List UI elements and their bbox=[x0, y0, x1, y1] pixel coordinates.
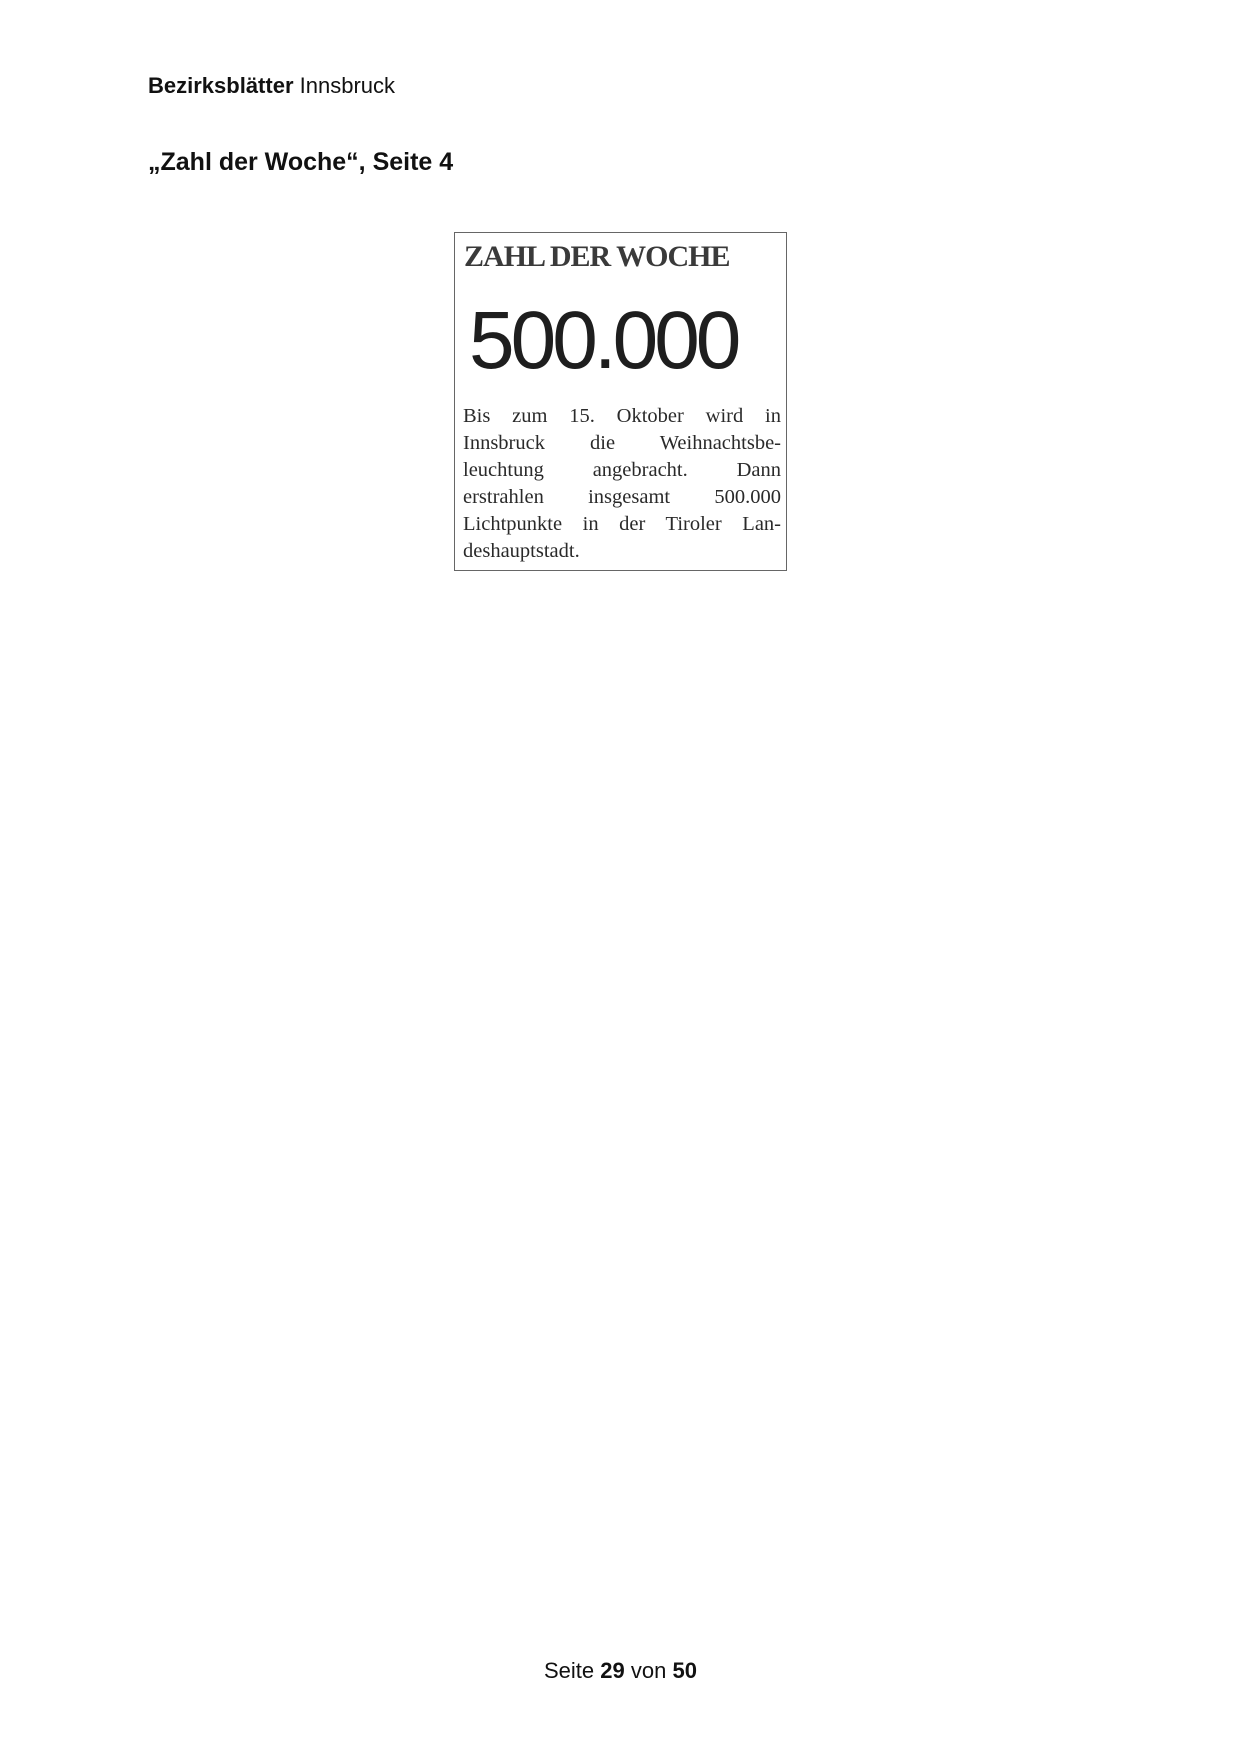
footer-prefix: Seite bbox=[544, 1658, 595, 1683]
footer-separator: von bbox=[630, 1658, 667, 1683]
clipping-text-line: deshauptstadt. bbox=[463, 540, 580, 562]
clipping-heading: ZAHL DER WOCHE bbox=[464, 240, 730, 273]
clipping-text-line: Innsbruck die Weihnachtsbe- bbox=[463, 432, 781, 454]
document-header bbox=[148, 72, 395, 100]
clipping-text-line: leuchtung angebracht. Dann bbox=[463, 459, 781, 481]
current-page-number: 29 bbox=[600, 1658, 625, 1683]
newspaper-clipping bbox=[454, 232, 787, 571]
publication-name: Bezirksblätter bbox=[148, 73, 294, 98]
clipping-text-line: Lichtpunkte in der Tiroler Lan- bbox=[463, 513, 781, 535]
page-footer bbox=[0, 1657, 1241, 1685]
clipping-text-line: Bis zum 15. Oktober wird in bbox=[463, 405, 781, 427]
total-page-count: 50 bbox=[672, 1658, 697, 1683]
section-title: „Zahl der Woche“, Seite 4 bbox=[148, 148, 454, 176]
clipping-text bbox=[463, 403, 781, 565]
clipping-text-line: erstrahlen insgesamt 500.000 bbox=[463, 486, 781, 508]
publication-region: Innsbruck bbox=[299, 73, 396, 98]
clipping-number: 500.000 bbox=[469, 295, 738, 386]
